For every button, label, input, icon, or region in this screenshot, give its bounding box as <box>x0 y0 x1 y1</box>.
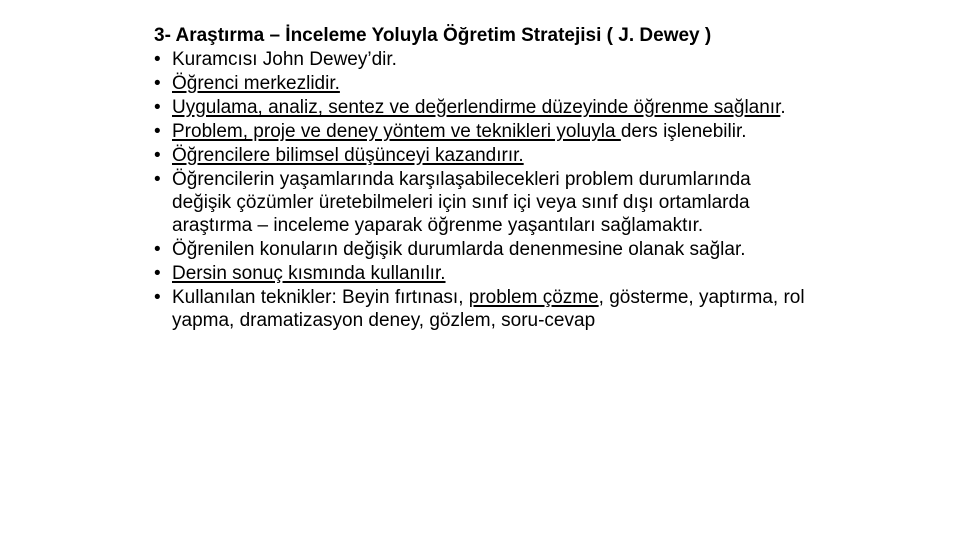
underlined-text: problem çözme <box>468 287 599 308</box>
text-run: , gösterme, yaptırma, rol yapma, dramatizasyon deney, gözlem, soru-cevap <box>172 287 805 331</box>
bullet-marker: • <box>154 263 161 284</box>
bullet-marker: • <box>154 49 161 70</box>
underlined-text: Öğrenci merkezlidir. <box>172 73 340 94</box>
bullet-item <box>154 144 814 167</box>
bullet-marker: • <box>154 145 161 166</box>
bullet-text <box>172 169 751 236</box>
underlined-text: Öğrencilere bilimsel düşünceyi kazandırır. <box>172 145 524 166</box>
text-run: Öğrencilerin yaşamlarında karşılaşabilecekleri problem durumlarında değişik çözümler üretebilmeleri için sınıf içi veya sınıf dışı ortamlarda araştırma – inceleme yaparak öğrenme yaşantıları sağlamaktır. <box>172 169 751 236</box>
underlined-text: Uygulama, analiz, sentez ve değerlendirme düzeyinde öğrenme sağlanır <box>172 97 781 118</box>
bullet-marker: • <box>154 73 161 94</box>
bullet-item <box>154 238 814 261</box>
bullet-text <box>172 239 746 260</box>
slide-title: 3- Araştırma – İnceleme Yoluyla Öğretim Stratejisi ( J. Dewey ) <box>154 25 712 46</box>
bullet-text <box>172 73 340 94</box>
bullet-item <box>154 48 814 71</box>
bullet-text <box>172 263 446 284</box>
bullet-marker: • <box>154 97 161 118</box>
bullet-item <box>154 96 814 119</box>
text-run: Öğrenilen konuların değişik durumlarda denenmesine olanak sağlar. <box>172 239 746 260</box>
bullet-marker: • <box>154 239 161 260</box>
bullet-item <box>154 72 814 95</box>
bullet-item <box>154 286 814 332</box>
bullet-item <box>154 168 814 237</box>
bullet-text <box>172 287 805 331</box>
bullet-item <box>154 120 814 143</box>
bullet-list <box>154 48 814 332</box>
bullet-text <box>172 145 524 166</box>
bullet-text <box>172 97 786 118</box>
bullet-text <box>172 49 397 70</box>
text-run: ders işlenebilir. <box>620 121 747 142</box>
bullet-marker: • <box>154 169 161 190</box>
underlined-text: Dersin sonuç kısmında kullanılır. <box>172 263 446 284</box>
text-run: Kullanılan teknikler: Beyin fırtınası, <box>172 287 469 308</box>
bullet-marker: • <box>154 287 161 308</box>
bullet-item <box>154 262 814 285</box>
bullet-marker: • <box>154 121 161 142</box>
underlined-text: Problem, proje ve deney yöntem ve teknikleri yoluyla <box>172 121 621 142</box>
bullet-text <box>172 121 747 142</box>
slide-content <box>154 24 814 333</box>
text-run: Kuramcısı John Dewey’dir. <box>172 49 397 70</box>
text-run: . <box>780 97 786 118</box>
